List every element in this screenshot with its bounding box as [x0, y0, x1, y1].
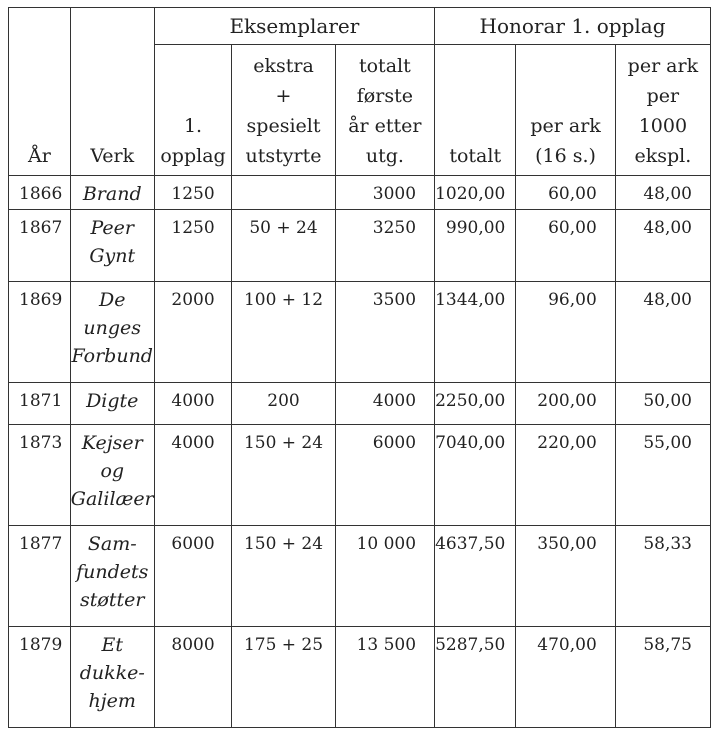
- header-line: utg.: [365, 145, 404, 167]
- cell-year: 1877: [9, 526, 71, 627]
- cell-first-edition: 2000: [154, 282, 232, 383]
- cell-per-sheet: 60,00: [516, 176, 615, 210]
- header-line: utstyrte: [245, 145, 322, 167]
- work-title-line: De: [99, 289, 126, 311]
- header-per-sheet-per-1000: [615, 45, 710, 176]
- royalty-table: [8, 7, 711, 728]
- table-row: [9, 526, 711, 627]
- table-row: [9, 627, 711, 728]
- cell-total-first-year: 3000: [335, 176, 434, 210]
- cell-per-sheet-per-1000: 48,00: [615, 176, 710, 210]
- work-title-line: Kejser: [81, 432, 143, 454]
- header-line: første: [356, 85, 413, 107]
- header-row-group: [9, 8, 711, 45]
- cell-year: 1866: [9, 176, 71, 210]
- cell-first-edition: 4000: [154, 425, 232, 526]
- cell-first-edition: 6000: [154, 526, 232, 627]
- header-per-sheet: [516, 45, 615, 176]
- cell-first-edition: 8000: [154, 627, 232, 728]
- cell-first-edition: 4000: [154, 383, 232, 425]
- cell-per-sheet: 470,00: [516, 627, 615, 728]
- header-first-edition: [154, 45, 232, 176]
- work-title-line: hjem: [88, 690, 136, 712]
- table-row: [9, 210, 711, 282]
- cell-extra: 150 + 24: [232, 425, 335, 526]
- cell-total-first-year: 6000: [335, 425, 434, 526]
- cell-fee-total: 5287,50: [435, 627, 516, 728]
- cell-per-sheet: 200,00: [516, 383, 615, 425]
- cell-work: [70, 627, 154, 728]
- cell-total-first-year: 4000: [335, 383, 434, 425]
- header-line: (16 s.): [535, 145, 596, 167]
- header-line: ekspl.: [634, 145, 692, 167]
- work-title-line: dukke-: [79, 662, 145, 684]
- cell-per-sheet-per-1000: 50,00: [615, 383, 710, 425]
- cell-per-sheet: 96,00: [516, 282, 615, 383]
- cell-fee-total: 7040,00: [435, 425, 516, 526]
- header-copies-group: Eksemplarer: [154, 8, 434, 45]
- header-line: 1.: [183, 115, 203, 137]
- cell-total-first-year: 3250: [335, 210, 434, 282]
- cell-per-sheet-per-1000: 55,00: [615, 425, 710, 526]
- cell-per-sheet-per-1000: 58,33: [615, 526, 710, 627]
- cell-year: 1879: [9, 627, 71, 728]
- table-row: [9, 383, 711, 425]
- work-title-line: Et: [101, 634, 123, 656]
- cell-work: [70, 425, 154, 526]
- work-title-line: Digte: [86, 390, 139, 412]
- cell-year: 1871: [9, 383, 71, 425]
- cell-first-edition: 1250: [154, 176, 232, 210]
- cell-fee-total: 1020,00: [435, 176, 516, 210]
- header-line: spesielt: [246, 115, 321, 137]
- work-title-line: Gynt: [89, 245, 136, 267]
- cell-per-sheet: 60,00: [516, 210, 615, 282]
- work-title-line: Sam-: [87, 533, 137, 555]
- cell-per-sheet: 350,00: [516, 526, 615, 627]
- cell-work: [70, 176, 154, 210]
- work-title-line: Peer: [90, 217, 134, 239]
- header-line: per ark: [530, 115, 601, 137]
- table-wrapper: [8, 7, 711, 728]
- cell-work: [70, 383, 154, 425]
- header-line: per: [646, 85, 680, 107]
- cell-per-sheet-per-1000: 48,00: [615, 282, 710, 383]
- cell-year: 1867: [9, 210, 71, 282]
- header-line: +: [275, 85, 292, 107]
- cell-extra: 50 + 24: [232, 210, 335, 282]
- cell-year: 1873: [9, 425, 71, 526]
- work-title-line: unges: [83, 317, 142, 339]
- header-line: opplag: [160, 145, 226, 167]
- cell-extra: 200: [232, 383, 335, 425]
- header-line: totalt: [358, 55, 411, 77]
- cell-extra: [232, 176, 335, 210]
- cell-fee-total: 990,00: [435, 210, 516, 282]
- work-title-line: støtter: [80, 589, 145, 611]
- table-row: [9, 176, 711, 210]
- cell-work: [70, 210, 154, 282]
- cell-work: [70, 526, 154, 627]
- work-title-line: Forbund: [71, 345, 153, 367]
- cell-total-first-year: 13 500: [335, 627, 434, 728]
- header-extra: [232, 45, 335, 176]
- header-fee-group: Honorar 1. opplag: [435, 8, 711, 45]
- cell-fee-total: 2250,00: [435, 383, 516, 425]
- cell-fee-total: 4637,50: [435, 526, 516, 627]
- header-total-first-year: [335, 45, 434, 176]
- work-title-line: og: [100, 460, 125, 482]
- table-body: [9, 176, 711, 728]
- cell-total-first-year: 3500: [335, 282, 434, 383]
- work-title-line: Brand: [82, 183, 142, 205]
- cell-extra: 100 + 12: [232, 282, 335, 383]
- header-line: totalt: [449, 145, 502, 167]
- header-fee-total: [435, 45, 516, 176]
- header-line: år etter: [348, 115, 422, 137]
- cell-first-edition: 1250: [154, 210, 232, 282]
- cell-year: 1869: [9, 282, 71, 383]
- header-line: per ark: [627, 55, 699, 77]
- cell-per-sheet-per-1000: 48,00: [615, 210, 710, 282]
- cell-per-sheet-per-1000: 58,75: [615, 627, 710, 728]
- header-line: ekstra: [253, 55, 314, 77]
- cell-per-sheet: 220,00: [516, 425, 615, 526]
- header-line: 1000: [638, 115, 688, 137]
- work-title-line: Galilæer: [70, 488, 154, 510]
- table-row: [9, 425, 711, 526]
- cell-work: [70, 282, 154, 383]
- cell-extra: 175 + 25: [232, 627, 335, 728]
- header-year: År: [9, 8, 71, 176]
- cell-total-first-year: 10 000: [335, 526, 434, 627]
- work-title-line: fundets: [76, 561, 149, 583]
- table-row: [9, 282, 711, 383]
- cell-extra: 150 + 24: [232, 526, 335, 627]
- header-work: Verk: [70, 8, 154, 176]
- cell-fee-total: 1344,00: [435, 282, 516, 383]
